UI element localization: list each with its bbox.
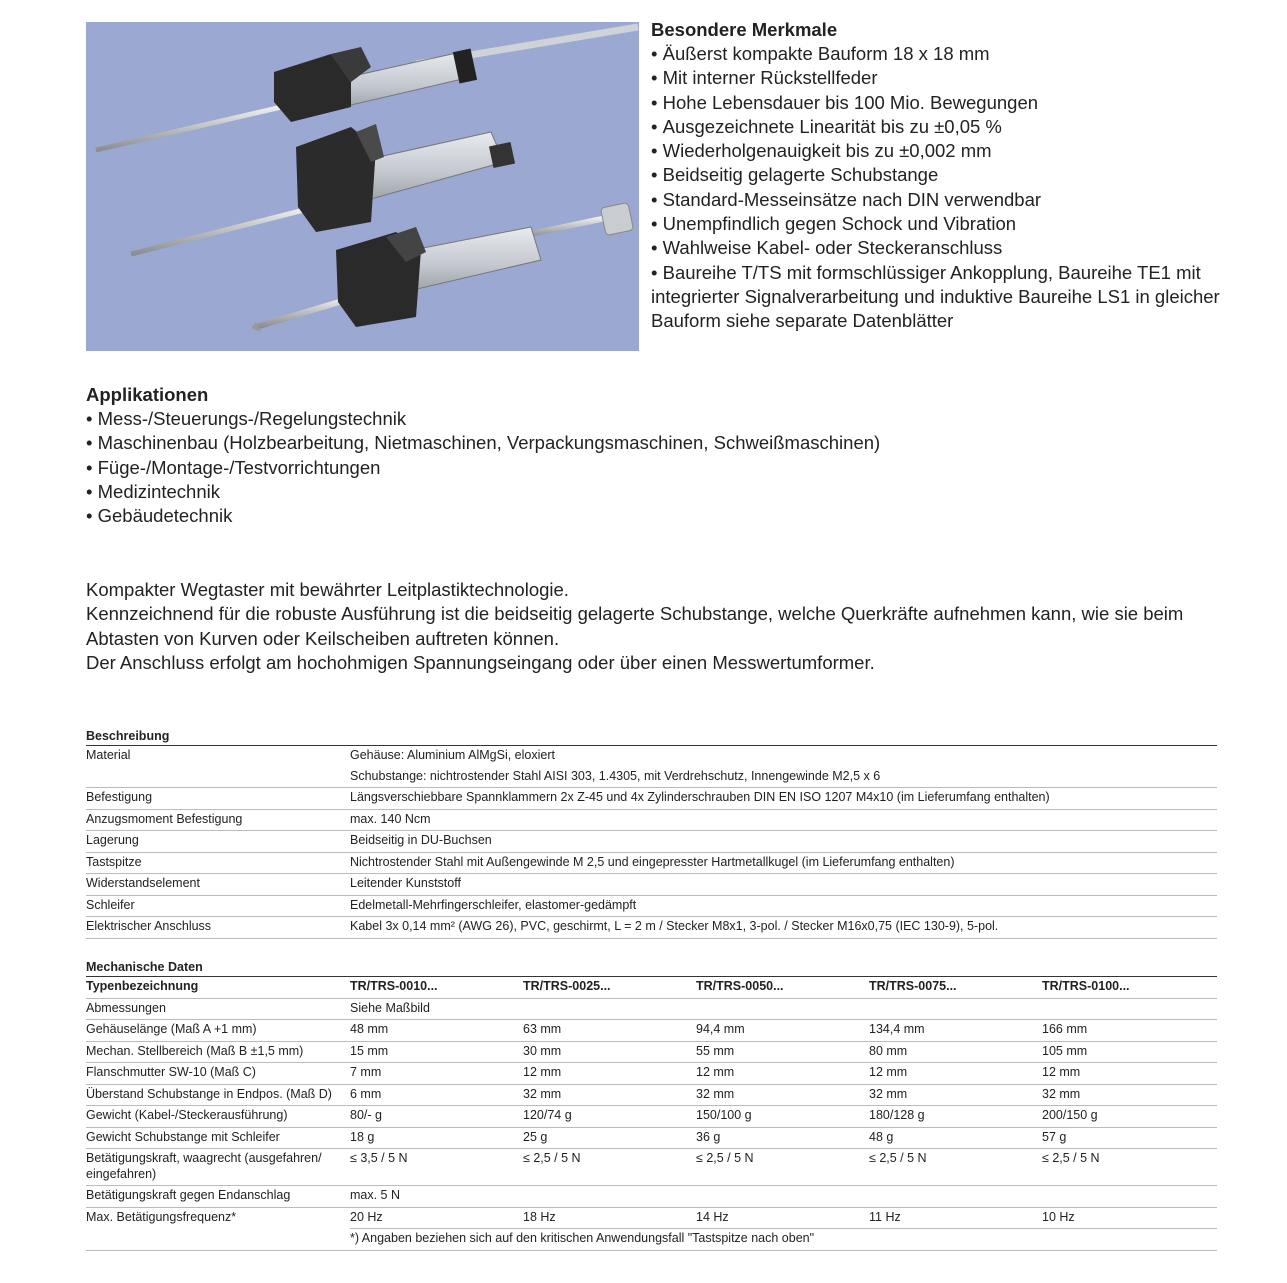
- footnote-spacer: [86, 1229, 350, 1251]
- row-label: Abmessungen: [86, 998, 350, 1020]
- table-row: [86, 809, 1217, 831]
- table-row: [86, 1041, 1217, 1063]
- row-value: 32 mm: [1042, 1084, 1217, 1106]
- row-label: Gewicht Schubstange mit Schleifer: [86, 1127, 350, 1149]
- row-value: Nichtrostender Stahl mit Außengewinde M 2,5 und eingepresster Hartmetallkugel (im Lieferumfang enthalten): [350, 852, 1217, 874]
- row-value: 32 mm: [696, 1084, 869, 1106]
- row-value: 134,4 mm: [869, 1020, 1042, 1042]
- row-label: Gewicht (Kabel-/Steckerausführung): [86, 1106, 350, 1128]
- features-list: [651, 42, 1221, 334]
- row-label: Elektrischer Anschluss: [86, 917, 350, 939]
- row-value: 20 Hz: [350, 1207, 523, 1229]
- mechanische-daten-table: [86, 976, 1217, 1251]
- row-value: ≤ 2,5 / 5 N: [696, 1149, 869, 1186]
- row-value: ≤ 2,5 / 5 N: [523, 1149, 696, 1186]
- row-label: Material: [86, 746, 350, 767]
- row-label: Tastspitze: [86, 852, 350, 874]
- row-value: [869, 1186, 1042, 1208]
- row-value: Gehäuse: Aluminium AlMgSi, eloxiert: [350, 746, 1217, 767]
- row-value: Edelmetall-Mehrfingerschleifer, elastomer-gedämpft: [350, 895, 1217, 917]
- product-image: [86, 22, 639, 351]
- list-item: • Füge-/Montage-/Testvorrichtungen: [86, 456, 1226, 480]
- list-item: • Hohe Lebensdauer bis 100 Mio. Bewegungen: [651, 91, 1221, 115]
- row-value: [1042, 1186, 1217, 1208]
- beschreibung-table: [86, 745, 1217, 939]
- row-label: Betätigungskraft, waagrecht (ausgefahren/ eingefahren): [86, 1149, 350, 1186]
- row-value: 11 Hz: [869, 1207, 1042, 1229]
- row-value: max. 5 N: [350, 1186, 523, 1208]
- list-item: • Medizintechnik: [86, 480, 1226, 504]
- row-value: 12 mm: [696, 1063, 869, 1085]
- row-value: ≤ 3,5 / 5 N: [350, 1149, 523, 1186]
- row-label: Lagerung: [86, 831, 350, 853]
- row-value: 48 mm: [350, 1020, 523, 1042]
- list-item: • Beidseitig gelagerte Schubstange: [651, 163, 1221, 187]
- applications-title: Applikationen: [86, 384, 209, 405]
- row-value: 12 mm: [523, 1063, 696, 1085]
- table-row: [86, 1149, 1217, 1186]
- table-row: [86, 1207, 1217, 1229]
- row-label: Widerstandselement: [86, 874, 350, 896]
- table-row: [86, 1063, 1217, 1085]
- header-type: TR/TRS-0100...: [1042, 977, 1217, 999]
- row-value: ≤ 2,5 / 5 N: [1042, 1149, 1217, 1186]
- row-value: 30 mm: [523, 1041, 696, 1063]
- row-label: Befestigung: [86, 788, 350, 810]
- row-value: Siehe Maßbild: [350, 998, 523, 1020]
- list-item: • Ausgezeichnete Linearität bis zu ±0,05 %: [651, 115, 1221, 139]
- row-value: 63 mm: [523, 1020, 696, 1042]
- table-row: [86, 1084, 1217, 1106]
- table-row: [86, 788, 1217, 810]
- table-row: [86, 998, 1217, 1020]
- table-row: [86, 917, 1217, 939]
- row-value: [696, 1186, 869, 1208]
- row-label: Überstand Schubstange in Endpos. (Maß D): [86, 1084, 350, 1106]
- row-value: Kabel 3x 0,14 mm² (AWG 26), PVC, geschirmt, L = 2 m / Stecker M8x1, 3-pol. / Stecker M16x0,75 (IEC 130-9), 5-pol.: [350, 917, 1217, 939]
- row-value: [1042, 998, 1217, 1020]
- table-row: [86, 852, 1217, 874]
- row-value: 80 mm: [869, 1041, 1042, 1063]
- list-item: • Gebäudetechnik: [86, 504, 1226, 528]
- header-type: TR/TRS-0025...: [523, 977, 696, 999]
- row-value: 14 Hz: [696, 1207, 869, 1229]
- row-value: 166 mm: [1042, 1020, 1217, 1042]
- row-value: 57 g: [1042, 1127, 1217, 1149]
- row-value: 12 mm: [869, 1063, 1042, 1085]
- description-section: [86, 578, 1206, 675]
- row-value: 200/150 g: [1042, 1106, 1217, 1128]
- row-value: Beidseitig in DU-Buchsen: [350, 831, 1217, 853]
- row-value: 105 mm: [1042, 1041, 1217, 1063]
- list-item: • Unempfindlich gegen Schock und Vibration: [651, 212, 1221, 236]
- row-value: 25 g: [523, 1127, 696, 1149]
- header-type: TR/TRS-0010...: [350, 977, 523, 999]
- row-value: [696, 998, 869, 1020]
- list-item: • Äußerst kompakte Bauform 18 x 18 mm: [651, 42, 1221, 66]
- row-label: [86, 767, 350, 788]
- position-transducer-illustration: [86, 22, 639, 351]
- row-value: 94,4 mm: [696, 1020, 869, 1042]
- row-value: 18 g: [350, 1127, 523, 1149]
- features-title: Besondere Merkmale: [651, 19, 838, 40]
- row-value: 18 Hz: [523, 1207, 696, 1229]
- mechanische-daten-title: Mechanische Daten: [86, 960, 203, 974]
- table-row: [86, 746, 1217, 767]
- header-type: TR/TRS-0050...: [696, 977, 869, 999]
- list-item: • Mit interner Rückstellfeder: [651, 66, 1221, 90]
- table-row: [86, 1020, 1217, 1042]
- table-header-row: [86, 977, 1217, 999]
- row-value: ≤ 2,5 / 5 N: [869, 1149, 1042, 1186]
- description-line: Kompakter Wegtaster mit bewährter Leitplastiktechnologie.: [86, 579, 569, 600]
- row-value: [523, 998, 696, 1020]
- table-row: [86, 1127, 1217, 1149]
- row-label: Max. Betätigungsfrequenz*: [86, 1207, 350, 1229]
- table-row: [86, 767, 1217, 788]
- row-value: [523, 1186, 696, 1208]
- row-value: Schubstange: nichtrostender Stahl AISI 303, 1.4305, mit Verdrehschutz, Innengewinde M2,5 x 6: [350, 768, 881, 783]
- applications-section: [86, 383, 1226, 528]
- table-row: [86, 874, 1217, 896]
- row-value: 180/128 g: [869, 1106, 1042, 1128]
- list-item: • Wahlweise Kabel- oder Steckeranschluss: [651, 236, 1221, 260]
- row-label: Schleifer: [86, 895, 350, 917]
- row-value: Längsverschiebbare Spannklammern 2x Z-45 und 4x Zylinderschrauben DIN EN ISO 1207 M4x10 (im Lieferumfang enthalten): [350, 788, 1217, 810]
- row-value: 150/100 g: [696, 1106, 869, 1128]
- description-line: Kennzeichnend für die robuste Ausführung ist die beidseitig gelagerte Schubstange, welche Querkräfte aufnehmen kann, wie sie beim Abtasten von Kurven oder Keilscheiben auftreten können.: [86, 603, 1184, 649]
- footnote: *) Angaben beziehen sich auf den kritischen Anwendungsfall "Tastspitze nach oben": [350, 1229, 1217, 1251]
- row-value: Leitender Kunststoff: [350, 874, 1217, 896]
- row-value: 32 mm: [869, 1084, 1042, 1106]
- description-line: Der Anschluss erfolgt am hochohmigen Spannungseingang oder über einen Messwertumformer.: [86, 651, 875, 673]
- row-value: max. 140 Ncm: [350, 809, 1217, 831]
- row-value: 80/- g: [350, 1106, 523, 1128]
- row-label: Anzugsmoment Befestigung: [86, 809, 350, 831]
- list-item: • Maschinenbau (Holzbearbeitung, Nietmaschinen, Verpackungsmaschinen, Schweißmaschinen): [86, 431, 1226, 455]
- row-value: 15 mm: [350, 1041, 523, 1063]
- row-label: Gehäuselänge (Maß A +1 mm): [86, 1020, 350, 1042]
- table-row: [86, 1106, 1217, 1128]
- row-value: 6 mm: [350, 1084, 523, 1106]
- list-item: • Standard-Messeinsätze nach DIN verwendbar: [651, 188, 1221, 212]
- list-item: • Mess-/Steuerungs-/Regelungstechnik: [86, 407, 1226, 431]
- list-item: • Wiederholgenauigkeit bis zu ±0,002 mm: [651, 139, 1221, 163]
- table-row: [86, 831, 1217, 853]
- row-value: 12 mm: [1042, 1063, 1217, 1085]
- table-row: [86, 1186, 1217, 1208]
- row-value: 55 mm: [696, 1041, 869, 1063]
- row-value: 10 Hz: [1042, 1207, 1217, 1229]
- beschreibung-title: Beschreibung: [86, 729, 170, 743]
- row-label: Mechan. Stellbereich (Maß B ±1,5 mm): [86, 1041, 350, 1063]
- header-type: TR/TRS-0075...: [869, 977, 1042, 999]
- row-value: [869, 998, 1042, 1020]
- row-value: 48 g: [869, 1127, 1042, 1149]
- row-value: 7 mm: [350, 1063, 523, 1085]
- applications-list: [86, 407, 1226, 528]
- table-row: [86, 895, 1217, 917]
- row-label: Flanschmutter SW-10 (Maß C): [86, 1063, 350, 1085]
- footnote-row: [86, 1229, 1217, 1251]
- row-value: 120/74 g: [523, 1106, 696, 1128]
- list-item: • Baureihe T/TS mit formschlüssiger Ankopplung, Baureihe TE1 mit integrierter Signalverarbeitung und induktive Baureihe LS1 in gleicher Bauform siehe separate Datenblätter: [651, 261, 1221, 334]
- features-section: [651, 18, 1221, 334]
- row-value: 32 mm: [523, 1084, 696, 1106]
- row-label: Betätigungskraft gegen Endanschlag: [86, 1186, 350, 1208]
- header-label: Typenbezeichnung: [86, 977, 350, 999]
- row-value: 36 g: [696, 1127, 869, 1149]
